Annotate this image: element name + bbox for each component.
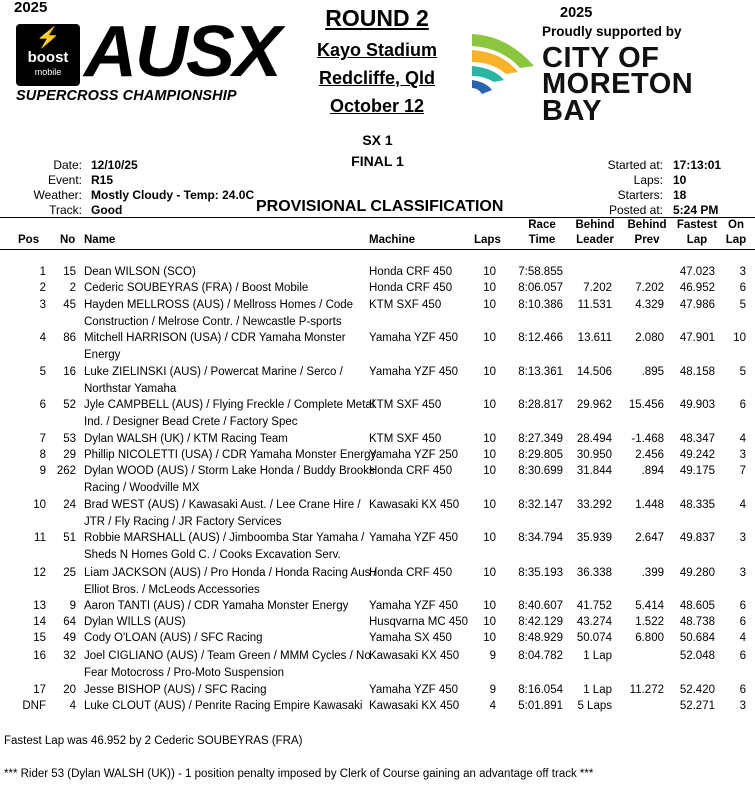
fastest-lap-cell: 49.242: [679, 449, 715, 461]
on-lap-cell: 6: [739, 684, 746, 696]
behind-leader-cell: 28.494: [576, 433, 612, 445]
fastest-lap-cell: 48.158: [679, 366, 715, 378]
pos-cell: 10: [33, 499, 46, 511]
name-cell: Liam JACKSON (AUS) / Pro Honda / Honda Racing Aus /: [84, 567, 377, 579]
moreton-bay-logo: [468, 26, 744, 127]
machine-cell: Husqvarna MC 450: [369, 616, 469, 628]
info-label: Event:: [47, 173, 82, 187]
laps-cell: 10: [483, 632, 496, 644]
race-time-cell: 8:06.057: [518, 282, 563, 294]
machine-cell: Yamaha YZF 450: [369, 600, 459, 612]
fastest-lap-cell: 48.605: [679, 600, 715, 612]
pos-cell: 15: [33, 632, 46, 644]
behind-prev-cell: 15.456: [628, 399, 664, 411]
name-cell: Cody O'LOAN (AUS) / SFC Racing: [84, 632, 263, 644]
machine-cell: Honda CRF 450: [369, 567, 453, 579]
fastest-lap-cell: 52.271: [679, 700, 715, 712]
name-cell: Joel CIGLIANO (AUS) / Team Green / MMM Cycles / No: [84, 650, 371, 662]
pos-cell: 3: [39, 299, 46, 311]
name-cell: Northstar Yamaha: [84, 382, 177, 395]
fastest-lap-cell: 46.952: [679, 282, 715, 294]
venue: Kayo Stadium: [316, 40, 438, 60]
machine-cell: Yamaha SX 450: [369, 632, 452, 644]
name-cell: Ind. / Designer Bead Crete / Factory Spec: [84, 415, 298, 428]
name-cell: Elliot Bros. / McLeods Accessories: [84, 583, 260, 596]
no-cell: 51: [63, 532, 76, 544]
race-time-cell: 8:40.607: [518, 600, 563, 612]
laps-cell: 10: [483, 465, 496, 477]
col-fastest-lap-1: Fastest: [676, 219, 718, 231]
behind-leader-cell: 31.844: [576, 465, 612, 477]
race-time-cell: 8:12.466: [518, 332, 563, 344]
laps-cell: 10: [483, 499, 496, 511]
machine-cell: Honda CRF 450: [369, 465, 453, 477]
name-cell: Hayden MELLROSS (AUS) / Mellross Homes / Code: [84, 299, 354, 311]
no-cell: 25: [63, 567, 76, 579]
no-cell: 16: [63, 366, 76, 378]
machine-cell: Kawasaki KX 450: [369, 499, 460, 511]
machine-cell: Kawasaki KX 450: [369, 700, 460, 712]
on-lap-cell: 3: [739, 532, 746, 544]
col-no: No: [60, 234, 76, 246]
sponsor-line2: MORETON BAY: [542, 68, 694, 127]
name-cell: Energy: [84, 348, 121, 361]
boost-brand-sub: mobile: [34, 67, 62, 77]
behind-prev-cell: 7.202: [635, 282, 664, 294]
behind-prev-cell: 1.448: [635, 499, 664, 511]
behind-prev-cell: 2.080: [635, 332, 664, 344]
no-cell: 32: [63, 650, 76, 662]
name-cell: Dylan WALSH (UK) / KTM Racing Team: [84, 433, 288, 445]
no-cell: 9: [69, 600, 76, 612]
pos-cell: 14: [33, 616, 46, 628]
no-cell: 29: [63, 449, 76, 461]
name-cell: JTR / Fly Racing / JR Factory Services: [84, 515, 282, 528]
laps-cell: 10: [483, 600, 496, 612]
laps-cell: 10: [483, 399, 496, 411]
on-lap-cell: 4: [739, 433, 746, 445]
behind-leader-cell: 30.950: [576, 449, 612, 461]
machine-cell: Yamaha YZF 450: [369, 532, 459, 544]
name-cell: Jesse BISHOP (AUS) / SFC Racing: [84, 684, 267, 696]
laps-cell: 9: [489, 650, 496, 662]
laps-cell: 4: [489, 700, 496, 712]
on-lap-cell: 6: [739, 650, 746, 662]
table-header-rule: [0, 249, 755, 250]
col-name: Name: [84, 234, 116, 246]
race-time-cell: 7:58.855: [518, 266, 563, 278]
pos-cell: 8: [39, 449, 46, 461]
fastest-lap-cell: 50.684: [679, 632, 715, 644]
behind-prev-cell: 11.272: [629, 684, 664, 696]
behind-prev-cell: 2.456: [635, 449, 664, 461]
on-lap-cell: 5: [739, 366, 746, 378]
no-cell: 20: [63, 684, 76, 696]
pos-cell: 17: [33, 684, 46, 696]
machine-cell: KTM SXF 450: [369, 299, 442, 311]
event-date-title: October 12: [329, 96, 425, 116]
race-time-cell: 8:35.193: [518, 567, 563, 579]
race-time-cell: 8:16.054: [518, 684, 563, 696]
machine-cell: Yamaha YZF 450: [369, 366, 459, 378]
no-cell: 64: [63, 616, 76, 628]
behind-leader-cell: 5 Laps: [577, 700, 612, 712]
pos-cell: 9: [39, 465, 46, 477]
machine-cell: KTM SXF 450: [369, 399, 442, 411]
no-cell: 49: [63, 632, 76, 644]
classification-title: PROVISIONAL CLASSIFICATION: [256, 198, 504, 215]
machine-cell: Kawasaki KX 450: [369, 650, 460, 662]
fastest-lap-cell: 49.175: [679, 465, 715, 477]
behind-leader-cell: 33.292: [576, 499, 612, 511]
name-cell: Construction / Melrose Contr. / Newcastle P-sports: [84, 315, 342, 328]
info-value: 18: [673, 188, 687, 202]
pos-cell: 7: [39, 433, 46, 445]
pos-cell: 12: [33, 567, 46, 579]
on-lap-cell: 4: [739, 632, 746, 644]
on-lap-cell: 5: [739, 299, 746, 311]
laps-cell: 10: [483, 532, 496, 544]
name-cell: Luke ZIELINSKI (AUS) / Powercat Marine / Serco /: [84, 366, 343, 378]
info-label: Date:: [53, 158, 82, 172]
machine-cell: Yamaha YZF 450: [369, 332, 459, 344]
col-on-lap-2: Lap: [725, 234, 747, 246]
laps-cell: 10: [483, 433, 496, 445]
behind-leader-cell: 36.338: [576, 567, 612, 579]
behind-leader-cell: 1 Lap: [583, 650, 612, 662]
fastest-lap-cell: 47.023: [679, 266, 715, 278]
pos-cell: 4: [39, 332, 46, 344]
boost-brand-text: boost: [27, 49, 69, 66]
on-lap-cell: 6: [739, 399, 746, 411]
col-on-lap-1: On: [728, 219, 744, 231]
laps-cell: 10: [483, 616, 496, 628]
fastest-lap-cell: 47.901: [679, 332, 715, 344]
on-lap-cell: 10: [733, 332, 746, 344]
info-label: Track:: [49, 203, 82, 217]
name-cell: Mitchell HARRISON (USA) / CDR Yamaha Monster: [84, 332, 346, 344]
sponsor-line1: CITY OF: [542, 42, 660, 74]
on-lap-cell: 6: [739, 282, 746, 294]
race-time-cell: 5:01.891: [518, 700, 563, 712]
on-lap-cell: 3: [739, 700, 746, 712]
col-laps: Laps: [474, 234, 501, 246]
location: Redcliffe, Qld: [318, 68, 435, 88]
pos-cell: 2: [39, 282, 46, 294]
fastest-lap-cell: 48.347: [679, 433, 715, 445]
no-cell: 2: [69, 282, 76, 294]
no-cell: 45: [63, 299, 76, 311]
pos-cell: DNF: [22, 700, 46, 712]
name-cell: Sheds N Homes Gold C. / Cooks Excavation Serv.: [84, 548, 341, 561]
info-label: Started at:: [607, 158, 663, 172]
ausx-wordmark: AUSX: [84, 12, 280, 92]
name-cell: Cederic SOUBEYRAS (FRA) / Boost Mobile: [84, 282, 309, 294]
no-cell: 86: [63, 332, 76, 344]
fastest-lap-cell: 49.903: [679, 399, 715, 411]
col-behind-prev-2: Prev: [634, 234, 660, 246]
fastest-lap-cell: 48.738: [679, 616, 715, 628]
ausx-logo: [12, 12, 280, 92]
behind-leader-cell: 50.074: [576, 632, 612, 644]
race-time-cell: 8:29.805: [518, 449, 563, 461]
year-left: 2025: [14, 0, 48, 16]
laps-cell: 9: [489, 684, 496, 696]
machine-cell: Honda CRF 450: [369, 266, 453, 278]
info-value: 17:13:01: [673, 158, 722, 172]
behind-prev-cell: -1.468: [631, 433, 664, 445]
series-subtitle: SUPERCROSS CHAMPIONSHIP: [16, 88, 237, 104]
behind-leader-cell: 43.274: [576, 616, 612, 628]
race-time-cell: 8:10.386: [518, 299, 563, 311]
behind-leader-cell: 11.531: [577, 299, 612, 311]
behind-leader-cell: 35.939: [576, 532, 612, 544]
info-value: Mostly Cloudy - Temp: 24.0C: [91, 188, 255, 202]
on-lap-cell: 6: [739, 600, 746, 612]
col-race-time-1: Race: [528, 219, 556, 231]
name-cell: Jyle CAMPBELL (AUS) / Flying Freckle / Complete Metal: [84, 399, 375, 411]
info-value: 12/10/25: [91, 158, 138, 172]
no-cell: 15: [63, 266, 76, 278]
name-cell: Dean WILSON (SCO): [84, 266, 196, 278]
info-value: R15: [91, 173, 114, 187]
col-fastest-lap-2: Lap: [686, 234, 708, 246]
no-cell: 53: [63, 433, 76, 445]
behind-prev-cell: .894: [641, 465, 664, 477]
pos-cell: 6: [39, 399, 46, 411]
name-cell: Dylan WILLS (AUS): [84, 616, 186, 628]
pos-cell: 11: [34, 532, 46, 544]
boost-bolt-icon: ⚡: [35, 27, 61, 49]
col-pos: Pos: [18, 234, 40, 246]
info-label: Starters:: [617, 188, 663, 202]
no-cell: 52: [63, 399, 76, 411]
boost-mobile-badge: [16, 24, 80, 86]
info-value: Good: [91, 203, 123, 217]
pos-cell: 13: [33, 600, 46, 612]
race-time-cell: 8:48.929: [518, 632, 563, 644]
laps-cell: 10: [483, 299, 496, 311]
name-cell: Phillip NICOLETTI (USA) / CDR Yamaha Monster Energy: [84, 449, 377, 461]
behind-prev-cell: .895: [641, 366, 664, 378]
race-time-cell: 8:34.794: [518, 532, 563, 544]
supported-by: Proudly supported by: [542, 24, 682, 39]
penalty-note: *** Rider 53 (Dylan WALSH (UK)) - 1 position penalty imposed by Clerk of Course gaining an advantage off track ***: [4, 768, 594, 780]
name-cell: Luke CLOUT (AUS) / Penrite Racing Empire Kawasaki: [84, 700, 363, 712]
behind-prev-cell: .399: [641, 567, 664, 579]
on-lap-cell: 3: [739, 567, 746, 579]
moreton-bay-emblem-icon: [468, 28, 540, 100]
fastest-lap-cell: 52.048: [679, 650, 715, 662]
col-behind-leader-1: Behind: [575, 219, 615, 231]
fastest-lap-cell: 47.986: [679, 299, 715, 311]
name-cell: Robbie MARSHALL (AUS) / Jimboomba Star Yamaha /: [84, 532, 365, 544]
behind-leader-cell: 1 Lap: [583, 684, 612, 696]
behind-prev-cell: 5.414: [635, 600, 664, 612]
name-cell: Racing / Woodville MX: [84, 481, 200, 494]
no-cell: 4: [69, 700, 76, 712]
behind-leader-cell: 41.752: [576, 600, 612, 612]
laps-cell: 10: [483, 449, 496, 461]
race-time-cell: 8:42.129: [518, 616, 563, 628]
laps-cell: 10: [483, 366, 496, 378]
race-time-cell: 8:27.349: [518, 433, 563, 445]
race-time-cell: 8:28.817: [518, 399, 563, 411]
race-time-cell: 8:30.699: [518, 465, 563, 477]
race-time-cell: 8:13.361: [518, 366, 563, 378]
machine-cell: Yamaha YZF 450: [369, 684, 459, 696]
race-time-cell: 8:32.147: [518, 499, 563, 511]
session-name: FINAL 1: [351, 153, 404, 169]
fastest-lap-cell: 48.335: [679, 499, 715, 511]
info-value: 10: [673, 173, 687, 187]
machine-cell: KTM SXF 450: [369, 433, 442, 445]
laps-cell: 10: [483, 567, 496, 579]
machine-cell: Honda CRF 450: [369, 282, 453, 294]
info-label: Posted at:: [608, 203, 663, 217]
race-time-cell: 8:04.782: [518, 650, 563, 662]
machine-cell: Yamaha YZF 250: [369, 449, 459, 461]
laps-cell: 10: [483, 282, 496, 294]
info-value: 5:24 PM: [673, 203, 719, 217]
on-lap-cell: 7: [739, 465, 746, 477]
info-label: Weather:: [33, 188, 82, 202]
behind-prev-cell: 6.800: [635, 632, 664, 644]
behind-leader-cell: 14.506: [576, 366, 612, 378]
on-lap-cell: 3: [739, 266, 746, 278]
year-right: 2025: [560, 5, 593, 21]
on-lap-cell: 3: [739, 449, 746, 461]
behind-leader-cell: 13.611: [577, 332, 612, 344]
name-cell: Aaron TANTI (AUS) / CDR Yamaha Monster Energy: [84, 600, 349, 612]
behind-prev-cell: 1.522: [635, 616, 664, 628]
col-behind-leader-2: Leader: [576, 234, 614, 246]
fastest-lap-cell: 52.420: [679, 684, 715, 696]
behind-prev-cell: 4.329: [635, 299, 664, 311]
round-title: ROUND 2: [325, 5, 429, 31]
on-lap-cell: 6: [739, 616, 746, 628]
fastest-lap-cell: 49.280: [679, 567, 715, 579]
col-machine: Machine: [369, 234, 416, 246]
col-behind-prev-1: Behind: [627, 219, 667, 231]
behind-leader-cell: 7.202: [583, 282, 612, 294]
no-cell: 24: [63, 499, 76, 511]
fastest-lap-note: Fastest Lap was 46.952 by 2 Cederic SOUBEYRAS (FRA): [4, 735, 303, 747]
behind-leader-cell: 29.962: [576, 399, 612, 411]
no-cell: 262: [56, 465, 76, 477]
pos-cell: 16: [33, 650, 46, 662]
name-cell: Fear Motocross / Pro-Moto Suspension: [84, 666, 285, 679]
behind-prev-cell: 2.647: [635, 532, 664, 544]
laps-cell: 10: [483, 266, 496, 278]
on-lap-cell: 4: [739, 499, 746, 511]
pos-cell: 5: [39, 366, 46, 378]
session-class: SX 1: [362, 132, 393, 148]
col-race-time-2: Time: [528, 234, 556, 246]
fastest-lap-cell: 49.837: [679, 532, 715, 544]
laps-cell: 10: [483, 332, 496, 344]
info-label: Laps:: [633, 173, 663, 187]
name-cell: Dylan WOOD (AUS) / Storm Lake Honda / Buddy Brooks: [84, 465, 375, 477]
pos-cell: 1: [39, 266, 46, 278]
name-cell: Brad WEST (AUS) / Kawasaki Aust. / Lee Crane Hire /: [84, 499, 361, 511]
